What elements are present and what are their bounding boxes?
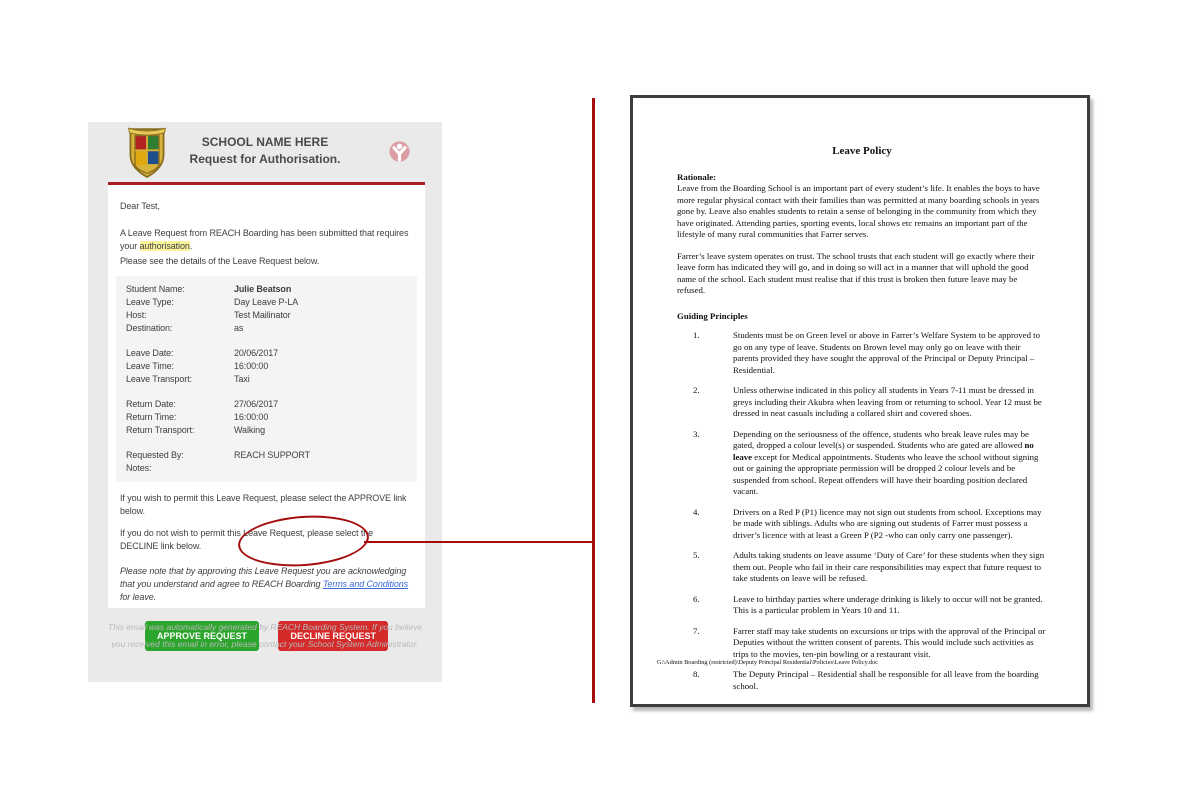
detail-value: 27/06/2017: [234, 399, 279, 409]
approve-instruction: If you wish to permit this Leave Request, please select the APPROVE link below.: [120, 493, 407, 516]
doc-title: Leave Policy: [832, 145, 892, 157]
email-header: [88, 122, 442, 182]
detail-row: [126, 424, 409, 437]
email-footer: [88, 619, 442, 653]
leave-details-box: [116, 276, 417, 482]
principle-item: [677, 669, 1047, 692]
intro-paragraph: [120, 227, 413, 253]
principle-text: Drivers on a Red P (P1) licence may not sign out students from school. Exceptions may be made with siblings. Adults who are signing out students of Farrer must possess a driver’s licence with at least a Green P (P2 -who can only carry one passenger).: [733, 506, 1042, 540]
detail-value: [234, 462, 409, 475]
detail-row: [126, 411, 409, 424]
detail-label: Leave Transport:: [126, 374, 192, 384]
detail-value: Walking: [234, 425, 265, 435]
detail-row: [126, 309, 409, 322]
principle-number: 5.: [693, 550, 700, 560]
detail-label: Leave Date:: [126, 348, 174, 358]
principle-text: The Deputy Principal – Residential shall be responsible for all leave from the boarding school.: [733, 669, 1039, 691]
email-footer-line2: you received this email in error, please contact your School System Administrator.: [111, 639, 419, 649]
terms-and-conditions-link[interactable]: Terms and Conditions: [322, 579, 409, 589]
detail-row: [126, 398, 409, 411]
terms-note: [120, 565, 413, 604]
detail-label: Return Time:: [126, 412, 177, 422]
principle-item: [677, 429, 1047, 498]
principle-item: [677, 550, 1047, 585]
principle-item: [677, 330, 1047, 376]
annotation-connector-line: [364, 541, 593, 543]
principles-list: [677, 330, 1047, 692]
principle-item: [677, 385, 1047, 420]
email-card: [88, 122, 442, 682]
detail-label: Student Name:: [126, 284, 185, 294]
detail-row: [126, 449, 409, 462]
principle-number: 3.: [693, 428, 700, 439]
detail-row: [126, 360, 409, 373]
principle-text: Farrer staff may take students on excursions or trips with the approval of the Principal or Deputies without the written consent of parents. This would include such activities as trips to the movies, ten-pin bowling or a restaurant visit.: [733, 625, 1046, 659]
detail-value: Julie Beatson: [234, 284, 292, 294]
detail-label: Destination:: [126, 323, 173, 333]
principle-number: 8.: [693, 669, 700, 679]
principle-number: 7.: [693, 625, 700, 636]
detail-label: Return Transport:: [126, 425, 195, 435]
principles-heading: Guiding Principles: [677, 310, 748, 321]
email-subtitle: Request for Authorisation.: [189, 152, 341, 166]
email-footer-line1: This email was automatically generated by REACH Boarding System. If you believe: [107, 622, 423, 632]
principle-item: [677, 507, 1047, 542]
see-details-line: Please see the details of the Leave Request below.: [120, 256, 320, 266]
detail-value: 20/06/2017: [234, 348, 279, 358]
detail-row: [126, 322, 409, 335]
principle-number: 2.: [693, 385, 700, 395]
decline-request-button[interactable]: DECLINE REQUEST: [278, 621, 388, 651]
intro-text-end: .: [189, 241, 193, 251]
intro-text: A Leave Request from REACH Boarding has been submitted that requires your: [120, 228, 409, 251]
principle-text: Leave to birthday parties where underage drinking is likely to occur will not be granted. This is a particular problem in Years 10 and 11.: [733, 593, 1043, 615]
detail-value: REACH SUPPORT: [234, 450, 311, 460]
detail-value: 16:00:00: [234, 361, 269, 371]
approve-request-button[interactable]: APPROVE REQUEST: [145, 621, 259, 651]
detail-label: Return Date:: [126, 399, 176, 409]
terms-note-text: Please note that by approving this Leave Request you are acknowledging that you understand and agree to REACH Boarding: [120, 566, 407, 589]
annotation-vertical-line: [592, 98, 595, 703]
detail-label: Leave Type:: [126, 297, 174, 307]
detail-label: Leave Time:: [126, 361, 174, 371]
principle-number: 4.: [693, 506, 700, 517]
leave-policy-document: [630, 95, 1090, 707]
detail-value: Test Mailinator: [234, 310, 291, 320]
highlighted-word: authorisation: [139, 241, 190, 251]
rationale-heading: Rationale:: [677, 171, 717, 182]
detail-label: Notes:: [126, 463, 152, 473]
principle-text: Students must be on Green level or above in Farrer’s Welfare System to be approved to go on any type of leave. Students on Brown level may only go on leave with their parents provided they have sought the approval of the Principal or Deputy Principal – Residential.: [733, 330, 1041, 375]
rationale-paragraph-1: Leave from the Boarding School is an important part of every student’s life. It enables the boys to have more regular physical contact with their families than was permitted at many boarding schools in years gone by. Leave also enables students to retain a sense of belonging in the community from which they have originated. Attending parties, sporting events, local shows etc remains an important part of the lifestyle of many rural communities that Farrer serves.: [677, 183, 1040, 239]
detail-label: Requested By:: [126, 450, 184, 460]
principle-text: Adults taking students on leave assume ‘Duty of Care’ for these students when they sign them out. People who fail in their care responsibilities may expect that future request to take students on leave will be refused.: [733, 550, 1045, 583]
rationale-paragraph-2: Farrer’s leave system operates on trust. The school trusts that each student will go exactly where their leave form has indicated they will go, and in doing so will act in a manner that will uphold the good name of the school. Each student must realise that if this trust is broken then future leave may be refused.: [677, 250, 1035, 295]
principle-item: [677, 626, 1047, 661]
detail-value: Day Leave P-LA: [234, 297, 299, 307]
principle-number: 1.: [693, 330, 700, 340]
principle-number: 6.: [693, 593, 700, 604]
detail-value: as: [234, 323, 244, 333]
decline-instruction: If you do not wish to permit this Leave Request, please select the DECLINE link below.: [120, 528, 374, 551]
detail-value: 16:00:00: [234, 412, 269, 422]
principle-text: Depending on the seriousness of the offence, students who break leave rules may be gated, dropped a colour level(s) or suspended. Students who are gated are allowed no leave except for Medical appointments. Students who leave the school without signing out or gaining the appropriate permission will be dropped 2 colour levels and be suspended from school. Repeat offenders will have their boarding position declared vacant.: [733, 428, 1039, 496]
detail-row: [126, 296, 409, 309]
school-name: SCHOOL NAME HERE: [201, 135, 329, 149]
detail-value: Taxi: [234, 374, 250, 384]
terms-note-text-end: for leave.: [120, 592, 157, 602]
detail-row: [126, 373, 409, 386]
detail-row: [126, 462, 409, 475]
detail-row: [126, 347, 409, 360]
detail-label: Host:: [126, 310, 147, 320]
principle-item: [677, 594, 1047, 617]
reach-logo-icon: [389, 141, 410, 167]
greeting: Dear Test,: [120, 201, 160, 211]
principle-text: Unless otherwise indicated in this policy all students in Years 7-11 must be dressed in greys including their Akubra when leaving from or returning to school. Year 12 must be dressed in neat casuals including a collared shirt and covered shoes.: [733, 385, 1042, 418]
doc-footer-path: G:\Admin Boarding (restricted)\Deputy Principal Residential\Policies\Leave Policy.doc: [657, 659, 878, 666]
detail-row: [126, 283, 409, 296]
doc-content: [633, 98, 1087, 692]
